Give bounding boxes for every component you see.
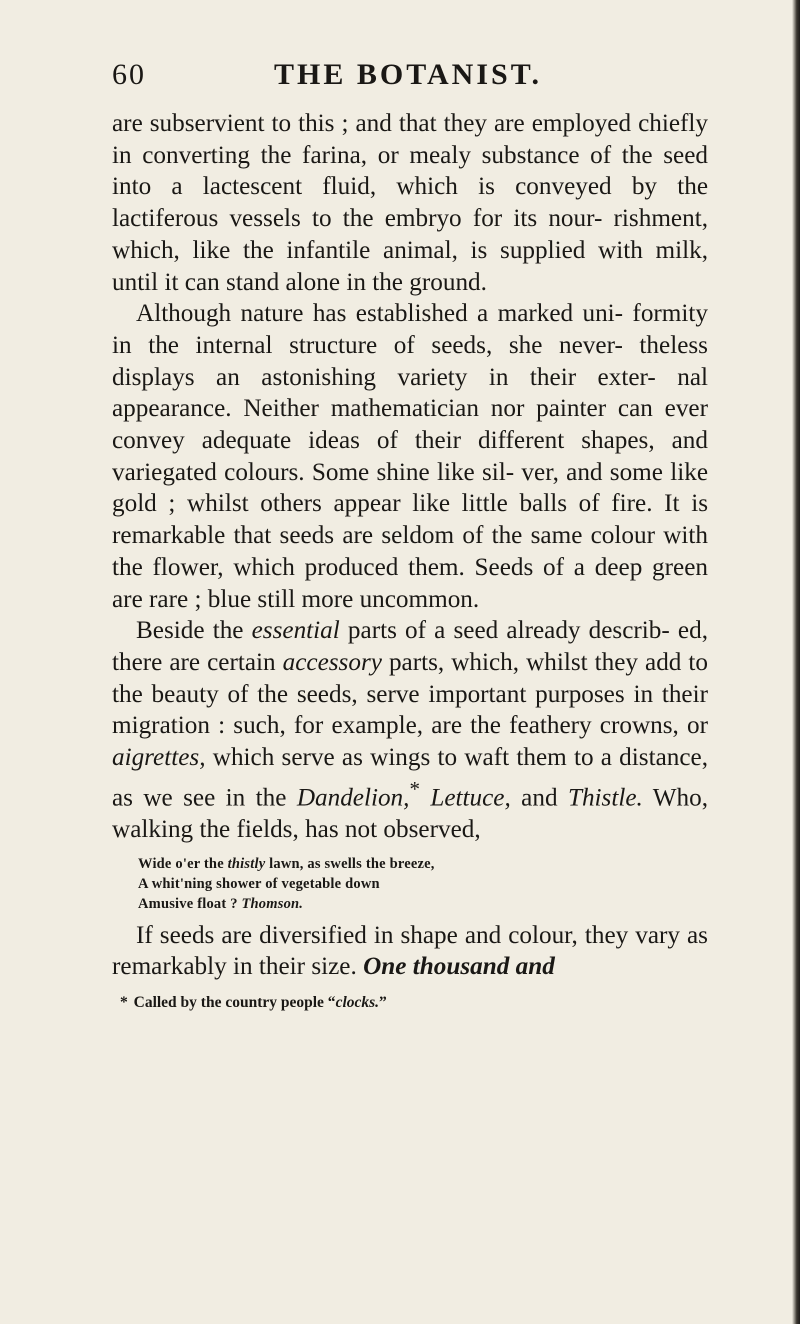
italic-term: Lettuce,	[430, 784, 511, 812]
text-run: parts, which, whilst they add to the beauty of the seeds, serve important purposes in their migration : such, for example, are the feathery crowns, or	[112, 648, 708, 740]
text-run: which serve as wings to waft them to a distance, as we see in the	[112, 744, 708, 812]
footnote-marker: *	[409, 776, 420, 801]
paragraph-3	[112, 615, 708, 845]
paragraph-1: are subservient to this ; and that they are employed chiefly in converting the farina, or mealy substance of the seed into a lactescent fluid, which is conveyed by the lactiferous vessels to the embryo for its nour- rishment, which, like the infantile animal, is supplied with milk, until it can stand alone in the ground.	[112, 110, 708, 296]
footnote	[112, 993, 708, 1013]
text-run: parts of a seed already describ- ed, there are certain	[112, 617, 708, 676]
footnote-marker: *	[120, 993, 128, 1011]
italic-term: Thistle.	[567, 784, 643, 812]
body-text	[112, 108, 708, 1013]
paragraph-2: Although nature has established a marked uni- formity in the internal structure of seeds, she never- theless displays an astonishing variety in their exter- nal appearance. Neither mathematician nor painter can ever convey adequate ideas of their different shapes, and variegated colours. Some shine like sil- ver, and some like gold ; whilst others appear like little balls of fire. It is remarkable that seeds are seldom of the same colour with the flower, which produced them. Seeds of a deep green are rare ; blue still more uncommon.	[112, 300, 708, 613]
italic-term: accessory	[282, 648, 382, 676]
text-run: ”	[379, 993, 387, 1011]
text-run: If seeds are diversified in shape and colour, they vary as remarkably in their size.	[112, 921, 708, 981]
italic-term: clocks.	[335, 993, 380, 1011]
italic-term: One thousand and	[363, 953, 555, 981]
page-number: 60	[112, 58, 146, 91]
quote-line-3	[138, 894, 708, 914]
text-run: and	[510, 784, 568, 812]
italic-term: thistly	[227, 855, 266, 872]
text-run: lawn, as swells the breeze,	[265, 855, 435, 872]
text-run: Who, walking the fields, has not observed,	[112, 784, 709, 843]
quote-line-2: A whit'ning shower of vegetable down	[138, 875, 380, 892]
quote-line-1	[138, 854, 708, 874]
italic-term: Dandelion,	[296, 784, 410, 812]
running-header	[110, 58, 706, 98]
text-run: Amusive float ?	[138, 895, 242, 912]
text-run: Beside the	[136, 617, 252, 645]
text-run	[420, 784, 430, 811]
verse-quotation	[138, 854, 708, 914]
page-edge-shadow	[792, 0, 800, 1324]
quote-attribution: Thomson.	[241, 895, 304, 912]
running-title: THE BOTANIST.	[274, 58, 542, 91]
paragraph-4	[112, 920, 708, 983]
italic-term: essential	[251, 617, 340, 645]
text-run: Wide o'er the	[138, 855, 228, 872]
italic-term: aigrettes,	[112, 744, 206, 772]
text-run: Called by the country people “	[129, 993, 336, 1011]
